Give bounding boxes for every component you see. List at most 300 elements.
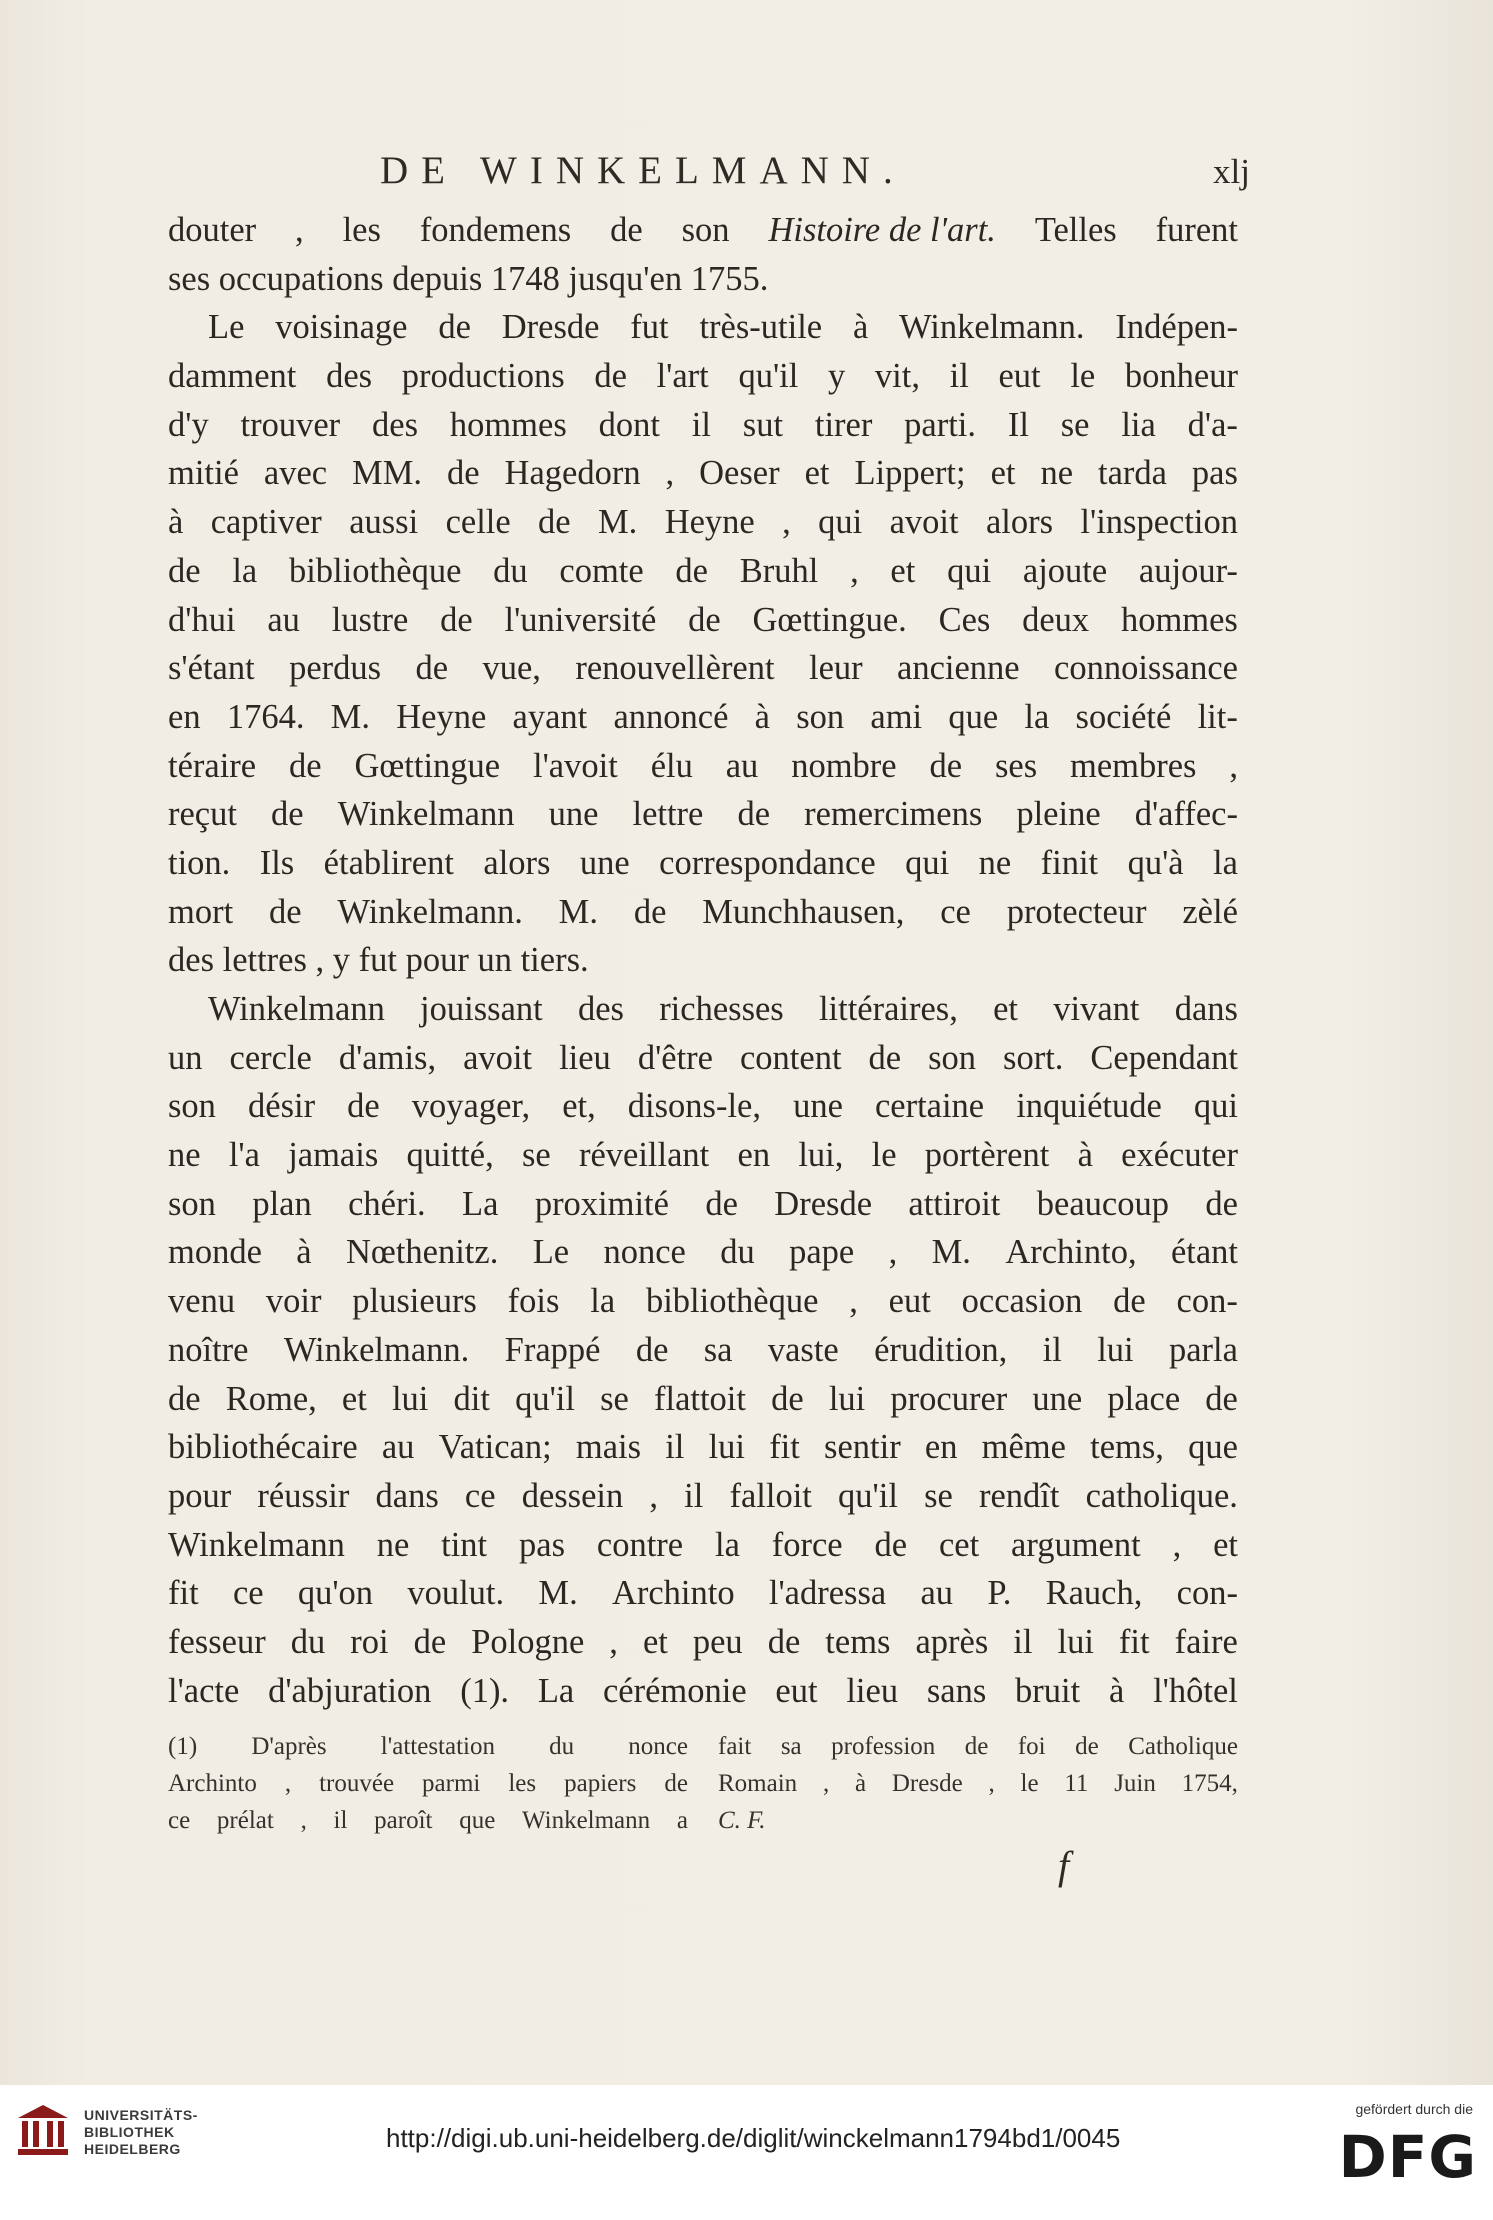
- footnote-word: Archinto: [168, 1770, 257, 1797]
- footnote-column-left: [168, 1728, 688, 1839]
- text-word: de: [868, 1038, 902, 1077]
- text-word: catholique.: [1085, 1476, 1238, 1515]
- text-word: nonce: [603, 1233, 686, 1272]
- text-word: pape: [789, 1233, 855, 1272]
- text-word: élu: [650, 746, 693, 785]
- text-word: Heyne: [396, 697, 487, 736]
- text-word: Winkelmann.: [337, 892, 523, 931]
- text-word: fit: [1118, 1622, 1150, 1661]
- footnote-word: ,: [988, 1770, 995, 1797]
- text-word: dans: [375, 1476, 439, 1515]
- text-word: Gœttingue: [354, 746, 501, 785]
- text-line: [168, 1569, 1238, 1618]
- text-word: de: [288, 746, 322, 785]
- footnote-word: a: [676, 1807, 688, 1834]
- text-word: ce: [464, 1476, 496, 1515]
- text-word: le: [1070, 357, 1096, 396]
- text-line: [168, 1667, 1238, 1716]
- text-word: plan: [252, 1184, 312, 1223]
- text-word: bonheur: [1124, 357, 1238, 396]
- footnote-word: (1): [168, 1733, 198, 1760]
- text-word: Indépen-: [1115, 308, 1238, 347]
- text-word: de: [1205, 1379, 1238, 1418]
- text-word: falloit: [729, 1476, 812, 1515]
- text-word: Winkelmann: [337, 795, 515, 834]
- text-word: disons-le,: [627, 1087, 761, 1126]
- page-folio: xlj: [1213, 152, 1250, 191]
- text-word: leur: [808, 649, 863, 688]
- text-word: con-: [1176, 1282, 1238, 1321]
- text-word: Cependant: [1090, 1038, 1238, 1077]
- university-library-logo-icon: [14, 2101, 72, 2159]
- text-word: d'amis,: [338, 1038, 437, 1077]
- footnote-word: fait: [718, 1733, 752, 1760]
- text-word: (1).: [460, 1671, 510, 1710]
- library-name-line: BIBLIOTHEK: [84, 2124, 175, 2140]
- text-word: au: [381, 1428, 415, 1467]
- text-word: fit: [769, 1428, 800, 1467]
- text-word: P.: [987, 1574, 1012, 1613]
- text-word: l'acte: [168, 1671, 240, 1710]
- text-word: ses: [994, 746, 1038, 785]
- text-word: ,: [1172, 1525, 1182, 1564]
- text-word: réussir: [257, 1476, 350, 1515]
- text-word: société: [1075, 697, 1172, 736]
- text-word: Dresde: [774, 1184, 873, 1223]
- text-word: monde: [168, 1233, 262, 1272]
- signature-mark: f: [1058, 1843, 1070, 1888]
- text-word: même: [981, 1428, 1066, 1467]
- text-word: force: [771, 1525, 843, 1564]
- text-word: hommes: [1120, 600, 1238, 639]
- text-word: de: [271, 795, 304, 834]
- text-word: à: [754, 697, 770, 736]
- footnote-word: les: [508, 1770, 537, 1797]
- footnote-word: le: [1020, 1770, 1039, 1797]
- text-word: ,: [665, 454, 675, 493]
- text-word: que: [948, 697, 999, 736]
- footnote-word: ,: [822, 1770, 830, 1797]
- text-word: se: [924, 1476, 953, 1515]
- footnote-word: D'après: [251, 1733, 327, 1760]
- dfg-logo: DFG: [1338, 2123, 1477, 2191]
- text-word: content: [739, 1038, 842, 1077]
- text-word: et,: [562, 1087, 596, 1126]
- text-word: faire: [1174, 1622, 1238, 1661]
- text-word: captiver: [210, 503, 322, 542]
- text-word: bruit: [1015, 1671, 1081, 1710]
- text-word: Gœttingue.: [752, 600, 907, 639]
- text-word: qui: [1193, 1087, 1238, 1126]
- text-word: flattoit: [654, 1379, 746, 1418]
- text-word: tarda: [1097, 454, 1167, 493]
- text-word: l'a: [228, 1136, 260, 1175]
- text-line: [168, 1277, 1238, 1326]
- library-name-line: UNIVERSITÄTS-: [84, 2107, 198, 2123]
- text-word: au: [267, 600, 300, 639]
- text-word: attiroit: [908, 1184, 1001, 1223]
- text-word: pas: [1191, 454, 1238, 493]
- footnote-line: [168, 1765, 688, 1802]
- text-word: lieu: [559, 1038, 611, 1077]
- text-word: l'art: [656, 357, 709, 396]
- text-word: ,: [782, 503, 791, 542]
- text-line: [168, 401, 1238, 450]
- text-line: [168, 985, 1238, 1034]
- text-word: pas: [519, 1525, 566, 1564]
- text-word: à: [1077, 1136, 1093, 1175]
- text-word: du: [493, 551, 528, 590]
- text-line: [168, 1131, 1238, 1180]
- text-word: connoissance: [1054, 649, 1238, 688]
- text-word: lustre: [331, 600, 409, 639]
- text-word: qu'à: [1127, 843, 1184, 882]
- text-word: la: [1024, 697, 1050, 736]
- text-line: [168, 547, 1238, 596]
- text-word: de: [633, 892, 667, 931]
- text-word: de: [610, 211, 643, 249]
- text-word: alors: [483, 843, 551, 882]
- text-word: de: [415, 649, 449, 688]
- text-word: finit: [1040, 843, 1099, 882]
- text-word: inquiétude: [1016, 1087, 1162, 1126]
- text-word: Archinto: [611, 1574, 735, 1613]
- text-word: à: [168, 503, 184, 542]
- text-word: vaste: [767, 1330, 839, 1369]
- text-word: son: [168, 1087, 216, 1126]
- text-word: l'hôtel: [1153, 1671, 1238, 1710]
- text-word: perdus: [289, 649, 382, 688]
- text-word: qui: [818, 503, 863, 542]
- text-word: bibliothèque: [288, 551, 462, 590]
- text-word: d'abjuration: [268, 1671, 432, 1710]
- text-line: [168, 1180, 1238, 1229]
- funding-caption: gefördert durch die: [1355, 2101, 1473, 2117]
- text-word: et: [993, 990, 1019, 1028]
- text-word: voulut.: [407, 1574, 505, 1613]
- text-word: les: [342, 211, 381, 249]
- footnote-word: Catholique: [1128, 1733, 1238, 1760]
- text-word: sort.: [1003, 1038, 1064, 1077]
- text-line: [168, 936, 1238, 985]
- text-line: [168, 352, 1238, 401]
- text-word: ,: [849, 1282, 858, 1321]
- footnote-word: profession: [831, 1733, 936, 1760]
- running-head: [380, 148, 1250, 208]
- text-word: ne: [376, 1525, 410, 1564]
- text-word: des: [372, 405, 419, 444]
- text-word: de: [705, 1184, 738, 1223]
- text-word: ses occupations depuis 1748 jusqu'en 1755.: [168, 259, 769, 298]
- text-word: Pologne: [471, 1622, 585, 1661]
- footnote-word: prélat: [216, 1807, 274, 1834]
- text-word: ,: [1229, 746, 1238, 785]
- text-word: étant: [1170, 1233, 1238, 1272]
- text-word: lui: [1097, 1330, 1134, 1369]
- text-word: de: [1205, 1184, 1238, 1223]
- text-word: ami: [870, 697, 923, 736]
- text-word: lui: [391, 1379, 429, 1418]
- text-word: remercimens: [804, 795, 983, 834]
- text-word: noître: [168, 1330, 249, 1369]
- text-word: peu: [692, 1622, 743, 1661]
- text-word: dit: [453, 1379, 490, 1418]
- text-word: venu: [168, 1282, 236, 1321]
- text-word: protecteur: [1006, 892, 1147, 931]
- footnote-word: 11: [1064, 1770, 1089, 1797]
- text-word: hommes: [449, 405, 567, 444]
- footnote-word: de: [964, 1733, 989, 1760]
- text-word: d'y: [168, 405, 209, 444]
- text-word: désir: [248, 1087, 316, 1126]
- text-word: eut: [888, 1282, 931, 1321]
- text-word: au: [725, 746, 759, 785]
- text-word: un: [168, 1038, 203, 1077]
- text-word: l'avoit: [533, 746, 618, 785]
- text-word: Le: [208, 308, 245, 347]
- text-word: très-utile: [699, 308, 823, 347]
- footnote-word: paroît: [374, 1807, 433, 1834]
- text-word: téraire: [168, 746, 257, 785]
- text-word: membres: [1070, 746, 1197, 785]
- text-word: deux: [1022, 600, 1090, 639]
- text-word: Vatican;: [438, 1428, 552, 1467]
- text-word: mais: [575, 1428, 642, 1467]
- text-line: [168, 888, 1238, 937]
- footer-bar: [0, 2085, 1493, 2220]
- text-word: Munchhausen,: [702, 892, 905, 931]
- text-word: littéraires,: [818, 990, 958, 1028]
- text-word: il: [1013, 1622, 1033, 1661]
- footnote-word: à: [854, 1770, 867, 1797]
- text-word: pleine: [1016, 795, 1101, 834]
- footnote-word: trouvée: [319, 1770, 395, 1797]
- text-word: tems,: [1090, 1428, 1164, 1467]
- text-word: procurer: [890, 1379, 1008, 1418]
- text-word: ne: [168, 1136, 201, 1175]
- footnote-word: sa: [780, 1733, 802, 1760]
- text-line: [168, 1326, 1238, 1375]
- text-word: beaucoup: [1036, 1184, 1169, 1223]
- text-word: Ces: [938, 600, 991, 639]
- text-word: aujour-: [1138, 551, 1238, 590]
- text-word: en: [168, 697, 201, 736]
- text-word: il: [665, 1428, 685, 1467]
- text-word: de: [269, 892, 302, 931]
- text-word: eut: [998, 357, 1041, 396]
- text-word: d'a-: [1187, 405, 1238, 444]
- text-word: de: [168, 551, 201, 590]
- text-word: lui: [828, 1379, 866, 1418]
- text-word: Winkelmann: [168, 1525, 345, 1564]
- footnote-word: Winkelmann: [522, 1807, 651, 1834]
- text-word: qu'on: [297, 1574, 374, 1613]
- footnote-word: parmi: [422, 1770, 481, 1797]
- text-word: exécuter: [1121, 1136, 1238, 1175]
- footnote-word: l'attestation: [380, 1733, 495, 1760]
- running-title: DE WINKELMANN.: [380, 149, 906, 192]
- text-word: sa: [703, 1330, 733, 1369]
- text-word: ,: [850, 551, 859, 590]
- text-word: Rome,: [225, 1379, 317, 1418]
- text-word: et: [642, 1622, 668, 1661]
- text-word: renouvellèrent: [575, 649, 775, 688]
- text-word: vivant: [1053, 990, 1140, 1028]
- text-line: [168, 1423, 1238, 1472]
- text-word: bibliothécaire: [168, 1428, 358, 1467]
- text-line: [168, 303, 1238, 352]
- footnote-word: ce: [168, 1807, 191, 1834]
- text-word: son: [681, 211, 730, 249]
- text-word: avoit: [889, 503, 959, 542]
- text-line: [168, 1228, 1238, 1277]
- text-word: tems: [825, 1622, 891, 1661]
- text-word: réveillant: [578, 1136, 710, 1175]
- text-word: de: [771, 1379, 804, 1418]
- text-word: M.: [538, 1574, 578, 1613]
- text-word: en: [924, 1428, 958, 1467]
- text-word: de: [1113, 1282, 1146, 1321]
- text-word: le: [871, 1136, 897, 1175]
- text-word: de: [438, 308, 471, 347]
- text-word: chéri.: [348, 1184, 426, 1223]
- text-word: Winkelmann.: [899, 308, 1085, 347]
- text-line: [168, 1521, 1238, 1570]
- text-word: ne: [978, 843, 1012, 882]
- text-line: [168, 449, 1238, 498]
- text-word: Histoire de l'art.: [768, 211, 996, 249]
- text-word: occasion: [961, 1282, 1083, 1321]
- footnote-word: Juin: [1114, 1770, 1156, 1797]
- text-line: [168, 790, 1238, 839]
- text-word: de: [440, 600, 473, 639]
- footnote-word: papiers: [564, 1770, 637, 1797]
- text-word: M.: [598, 503, 638, 542]
- text-line: [168, 693, 1238, 742]
- text-word: mort: [168, 892, 234, 931]
- text-word: sans: [926, 1671, 987, 1710]
- text-line: [168, 1034, 1238, 1083]
- text-word: de: [767, 1622, 801, 1661]
- text-word: que: [1188, 1428, 1238, 1467]
- text-word: Lippert;: [854, 454, 966, 493]
- text-word: érudition,: [874, 1330, 1008, 1369]
- text-word: sut: [742, 405, 784, 444]
- text-line: [168, 498, 1238, 547]
- text-word: de: [874, 1525, 908, 1564]
- source-url-link[interactable]: http://digi.ub.uni-heidelberg.de/diglit/winckelmann1794bd1/0045: [386, 2123, 1121, 2153]
- footnote-column-right: [718, 1728, 1238, 1839]
- text-word: ce: [232, 1574, 264, 1613]
- footnote-word: que: [459, 1807, 496, 1834]
- text-word: et: [990, 454, 1016, 493]
- footnote-word: Romain: [718, 1770, 798, 1797]
- text-word: M.: [931, 1233, 971, 1272]
- text-word: Rauch,: [1045, 1574, 1143, 1613]
- footnote-word: nonce: [628, 1733, 688, 1760]
- text-word: qui: [905, 843, 950, 882]
- text-word: ne: [1040, 454, 1074, 493]
- text-word: la: [714, 1525, 740, 1564]
- text-word: et: [1213, 1525, 1238, 1564]
- text-word: Le: [532, 1233, 570, 1272]
- text-word: richesses: [659, 990, 784, 1028]
- text-word: à: [296, 1233, 312, 1272]
- text-word: Winkelmann.: [283, 1330, 470, 1369]
- text-word: lia: [1121, 405, 1156, 444]
- text-word: qu'il: [738, 357, 799, 396]
- text-word: ce: [940, 892, 971, 931]
- text-word: eut: [775, 1671, 818, 1710]
- text-word: de: [675, 551, 708, 590]
- text-word: fondemens: [419, 211, 572, 249]
- text-word: vit,: [874, 357, 920, 396]
- text-word: l'université: [504, 600, 657, 639]
- text-word: fit: [168, 1574, 199, 1613]
- text-word: avec: [263, 454, 328, 493]
- text-word: Frappé: [504, 1330, 601, 1369]
- text-word: Archinto,: [1005, 1233, 1137, 1272]
- text-word: qui: [947, 551, 992, 590]
- text-word: Ils: [259, 843, 295, 882]
- text-word: vue,: [482, 649, 541, 688]
- text-word: à: [852, 308, 869, 347]
- text-word: nombre: [791, 746, 897, 785]
- text-word: une: [579, 843, 630, 882]
- text-word: lui: [708, 1428, 745, 1467]
- text-word: de: [929, 746, 963, 785]
- text-word: des: [326, 357, 373, 396]
- text-word: d'être: [637, 1038, 713, 1077]
- text-word: d'affec-: [1134, 795, 1238, 834]
- text-line: [168, 255, 1238, 304]
- text-word: la: [1213, 843, 1238, 882]
- text-word: damment: [168, 357, 297, 396]
- text-word: M.: [330, 697, 370, 736]
- text-word: La: [537, 1671, 575, 1710]
- footnote-word: ,: [284, 1770, 292, 1797]
- text-word: fut: [630, 308, 669, 347]
- footnote-line: [168, 1728, 688, 1765]
- text-word: quitté,: [406, 1136, 494, 1175]
- text-word: une: [1032, 1379, 1083, 1418]
- text-word: de: [737, 795, 771, 834]
- text-word: cercle: [229, 1038, 312, 1077]
- text-word: fois: [507, 1282, 560, 1321]
- text-line: [168, 1375, 1238, 1424]
- footnote-word: C. F.: [718, 1807, 766, 1834]
- text-word: M.: [558, 892, 598, 931]
- text-word: ,: [295, 211, 304, 249]
- text-word: dans: [1174, 990, 1238, 1028]
- text-word: cet: [938, 1525, 980, 1564]
- text-word: tint: [441, 1525, 488, 1564]
- text-word: son: [168, 1184, 216, 1223]
- text-word: Il: [1007, 405, 1029, 444]
- text-word: fesseur: [168, 1622, 266, 1661]
- text-word: une: [548, 795, 599, 834]
- text-word: La: [462, 1184, 499, 1223]
- text-word: lui,: [798, 1136, 844, 1175]
- text-word: lettre: [632, 795, 704, 834]
- text-line: [168, 1618, 1238, 1667]
- footnote-word: il: [333, 1807, 348, 1834]
- text-word: l'adressa: [768, 1574, 887, 1613]
- text-word: proximité: [534, 1184, 669, 1223]
- text-word: lieu: [846, 1671, 899, 1710]
- text-word: con-: [1176, 1574, 1238, 1613]
- text-word: mitié: [168, 454, 239, 493]
